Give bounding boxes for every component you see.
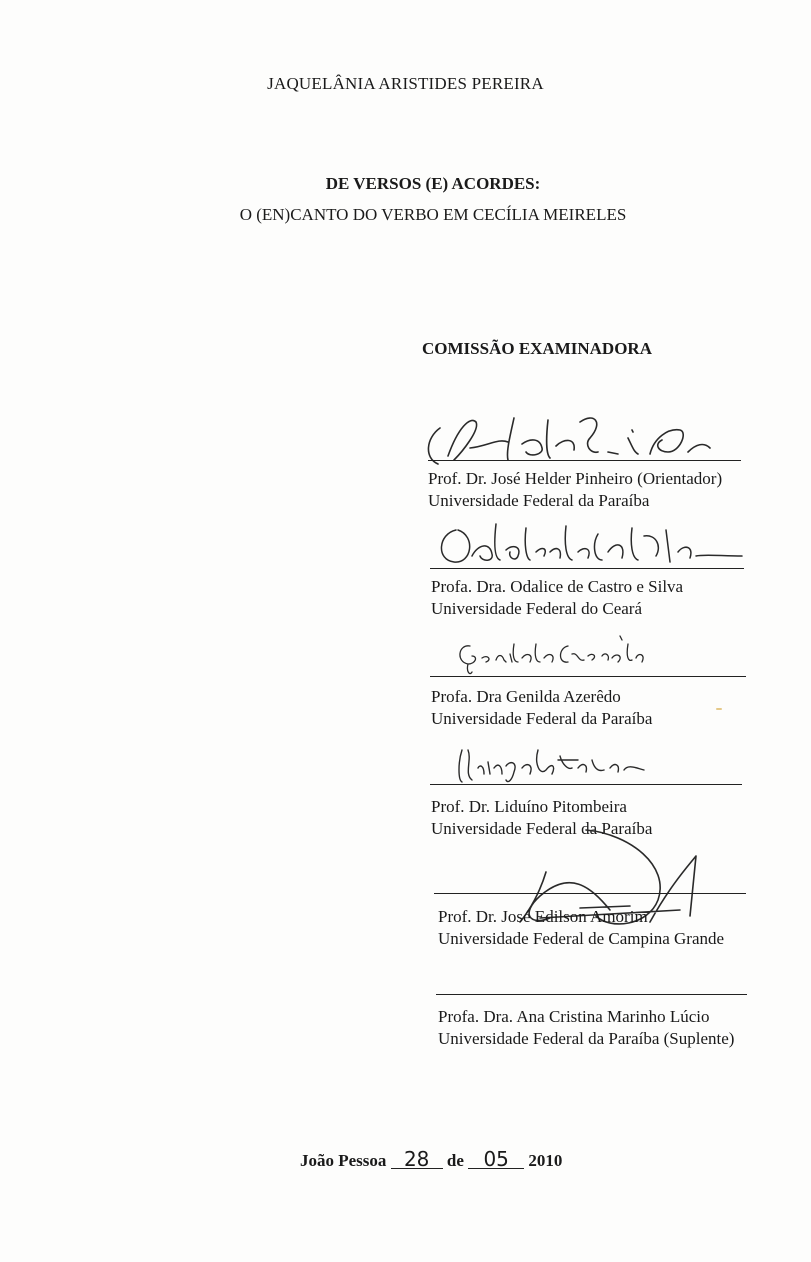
member-odalice	[431, 576, 683, 620]
signature-line	[428, 460, 741, 461]
member-name: Profa. Dra Genilda Azerêdo	[431, 687, 621, 706]
member-name: Prof. Dr. José Helder Pinheiro (Orientador)	[428, 469, 723, 488]
member-name: Profa. Dra. Ana Cristina Marinho Lúcio	[438, 1007, 710, 1026]
signature-liduino	[448, 740, 648, 790]
member-name: Prof. Dr. José Edilson Amorim	[438, 907, 648, 926]
signature-genilda	[452, 632, 652, 678]
member-helder	[428, 468, 722, 512]
author-name: JAQUELÂNIA ARISTIDES PEREIRA	[267, 74, 544, 93]
date-day: 28	[391, 1150, 443, 1169]
date-year: 2010	[528, 1151, 563, 1170]
date-line	[300, 1147, 563, 1171]
member-institution: Universidade Federal da Paraíba	[431, 819, 653, 838]
member-institution: Universidade Federal da Paraíba	[428, 491, 650, 510]
signature-line	[430, 568, 744, 569]
signature-line	[436, 994, 747, 995]
member-institution: Universidade Federal da Paraíba (Suplente)	[438, 1029, 735, 1048]
member-ana-cristina	[438, 1006, 734, 1050]
signature-line	[430, 676, 746, 677]
signature-edilson	[500, 826, 720, 974]
member-genilda	[431, 686, 652, 730]
signature-helder	[418, 408, 748, 468]
member-institution: Universidade Federal de Campina Grande	[438, 929, 725, 948]
member-name: Prof. Dr. Liduíno Pitombeira	[431, 797, 627, 816]
date-connector: de	[446, 1151, 464, 1170]
committee-heading: COMISSÃO EXAMINADORA	[422, 339, 652, 358]
signature-odalice	[432, 516, 752, 570]
paper-mark	[716, 708, 722, 710]
member-institution: Universidade Federal da Paraíba	[431, 709, 653, 728]
thesis-subtitle: O (EN)CANTO DO VERBO EM CECÍLIA MEIRELES	[239, 205, 627, 224]
thesis-title: DE VERSOS (E) ACORDES:	[325, 174, 541, 193]
member-edilson	[438, 906, 724, 950]
member-name: Profa. Dra. Odalice de Castro e Silva	[431, 577, 684, 596]
date-place: João Pessoa	[300, 1151, 387, 1170]
signature-line	[430, 784, 742, 785]
signature-line	[434, 893, 746, 894]
date-month: 05	[468, 1150, 524, 1169]
member-institution: Universidade Federal do Ceará	[431, 599, 642, 618]
